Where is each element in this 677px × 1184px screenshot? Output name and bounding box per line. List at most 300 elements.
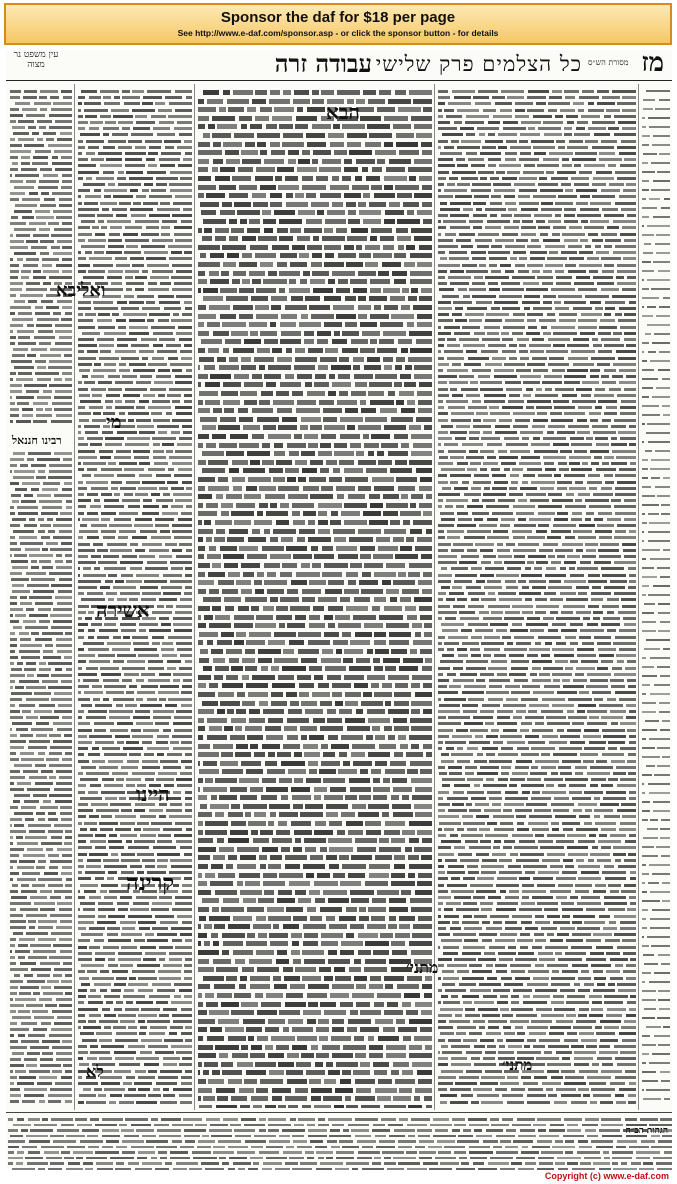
text-word [572, 921, 581, 924]
text-word [408, 1105, 422, 1108]
text-word [586, 908, 605, 911]
text-word [172, 939, 182, 942]
text-word [294, 90, 309, 95]
text-word [203, 133, 210, 138]
text-word [101, 1045, 124, 1048]
text-word [11, 494, 21, 497]
text-word [132, 772, 156, 775]
text-word [158, 109, 172, 112]
text-word [504, 840, 515, 843]
text-word [234, 623, 252, 628]
text-word [620, 747, 636, 750]
text-word [602, 381, 615, 384]
text-word [386, 503, 408, 508]
text-word [374, 305, 381, 310]
text-word [270, 322, 276, 327]
text-word [586, 437, 593, 440]
text-word [369, 1045, 383, 1050]
text-word [174, 834, 192, 837]
text-word [589, 412, 601, 415]
sponsor-banner[interactable] [4, 3, 672, 45]
text-word [560, 567, 566, 570]
text-word [613, 642, 636, 645]
text-word [142, 592, 161, 595]
text-word [307, 142, 326, 147]
text-word [263, 873, 277, 878]
text-word [184, 964, 192, 967]
text-word [152, 437, 176, 440]
text-word [556, 840, 574, 843]
text-word [145, 865, 155, 868]
text-word [233, 271, 246, 276]
text-word [83, 462, 105, 465]
text-word [283, 924, 299, 929]
text-word [499, 419, 511, 422]
text-word [134, 1082, 152, 1085]
text-word [336, 228, 348, 233]
text-word [484, 636, 499, 639]
text-word [384, 425, 405, 430]
text-word [480, 574, 494, 577]
text-word [602, 1063, 613, 1066]
text-word [55, 168, 72, 171]
text-word [78, 877, 91, 880]
text-word [261, 1002, 282, 1007]
text-word [592, 338, 598, 341]
text-word [157, 859, 168, 862]
text-word [487, 518, 499, 521]
text-word [438, 1088, 447, 1091]
text-word [612, 90, 636, 93]
sponsor-title[interactable]: Sponsor the daf for $18 per page [220, 9, 456, 26]
text-word [514, 555, 525, 558]
text-word [266, 787, 289, 792]
text-word [444, 698, 466, 701]
text-word [336, 288, 350, 293]
text-word [473, 96, 490, 99]
text-word [111, 989, 122, 992]
text-word [481, 1101, 503, 1104]
text-word [618, 431, 636, 434]
text-word [438, 443, 441, 446]
text-word [234, 615, 254, 620]
text-word [520, 933, 531, 936]
text-word [562, 822, 580, 825]
text-word [244, 400, 257, 405]
text-word [529, 648, 550, 651]
text-word [438, 264, 460, 267]
text-word [269, 1070, 284, 1075]
text-word [321, 941, 338, 946]
text-word [589, 995, 602, 998]
text-word [80, 133, 99, 136]
text-word [438, 902, 443, 905]
text-word [170, 363, 192, 366]
text-word [35, 638, 53, 641]
text-word [10, 572, 22, 575]
text-word [170, 859, 192, 862]
text-word [509, 673, 525, 676]
text-word [185, 939, 192, 942]
text-word [543, 543, 558, 546]
text-word [320, 907, 342, 912]
text-word [241, 124, 248, 129]
text-word [242, 675, 250, 680]
text-word [505, 152, 517, 155]
text-word [541, 927, 556, 930]
text-word [569, 487, 586, 490]
text-word [309, 623, 325, 628]
text-word [39, 228, 51, 231]
text-word [198, 838, 213, 843]
text-word [224, 597, 241, 602]
text-word [438, 530, 444, 533]
text-word [344, 503, 367, 508]
text-word [507, 642, 514, 645]
text-word [393, 812, 414, 817]
text-word [438, 1076, 456, 1079]
text-word [476, 580, 485, 583]
text-word [260, 185, 276, 190]
text-word [502, 288, 523, 291]
text-word [79, 369, 89, 372]
text-word [593, 933, 611, 936]
text-word [338, 623, 361, 628]
text-word [135, 146, 146, 149]
text-word [302, 950, 324, 955]
text-word [143, 202, 158, 205]
text-word [614, 115, 636, 118]
text-word [553, 753, 577, 756]
text-word [168, 468, 174, 471]
text-word [592, 1063, 599, 1066]
text-word [78, 549, 95, 552]
text-word [81, 933, 103, 936]
text-word [417, 210, 432, 215]
text-word [168, 357, 178, 360]
text-word [538, 512, 555, 515]
text-word [219, 1053, 228, 1058]
text-word [314, 1105, 332, 1108]
text-word [516, 239, 528, 242]
text-word [31, 566, 39, 569]
text-word [10, 114, 23, 117]
text-word [611, 685, 626, 688]
text-word [198, 787, 200, 792]
text-word [450, 1101, 468, 1104]
text-word [576, 859, 584, 862]
text-word [489, 946, 505, 949]
text-word [453, 543, 473, 546]
text-word [485, 319, 503, 322]
text-word [616, 276, 624, 279]
text-word [158, 691, 179, 694]
text-word [505, 580, 516, 583]
text-word [481, 1076, 505, 1079]
text-word [521, 226, 537, 229]
text-word [462, 704, 478, 707]
text-word [383, 511, 398, 516]
text-word [156, 499, 174, 502]
text-word [578, 803, 597, 806]
text-word [495, 425, 510, 428]
text-word [371, 434, 390, 439]
text-word [345, 477, 368, 482]
text-word [78, 1026, 81, 1029]
text-word [557, 431, 575, 434]
text-word [347, 726, 370, 731]
text-word [615, 636, 636, 639]
text-word [513, 549, 535, 552]
text-word [203, 1070, 210, 1075]
text-word [581, 970, 589, 973]
text-word [241, 1002, 259, 1007]
text-word [148, 1070, 157, 1073]
text-word [22, 482, 40, 485]
text-word [148, 406, 171, 409]
text-word [623, 189, 636, 192]
text-word [485, 226, 501, 229]
text-word [20, 464, 28, 467]
text-word [446, 499, 468, 502]
text-word [438, 834, 446, 837]
text-word [292, 391, 303, 396]
text-word [438, 958, 452, 961]
text-word [338, 769, 357, 774]
text-word [601, 375, 609, 378]
text-word [285, 1096, 307, 1101]
text-word [514, 846, 538, 849]
text-word [341, 735, 364, 740]
text-word [126, 741, 139, 744]
text-word [493, 815, 514, 818]
text-word [260, 150, 267, 155]
text-word [78, 580, 101, 583]
text-word [389, 159, 412, 164]
text-word [578, 592, 587, 595]
text-word [531, 1020, 552, 1023]
text-word [462, 642, 479, 645]
text-word [550, 412, 562, 415]
text-word [454, 487, 469, 490]
text-word [334, 451, 354, 456]
text-word [299, 529, 315, 534]
text-word [106, 394, 120, 397]
text-word [519, 840, 535, 843]
text-word [407, 210, 414, 215]
text-word [115, 1039, 138, 1042]
text-word [553, 400, 569, 403]
text-word [558, 295, 582, 298]
text-word [269, 804, 290, 809]
text-word [477, 877, 494, 880]
text-word [397, 219, 420, 224]
text-word [450, 834, 459, 837]
chapter-title: כל הצלמים פרק שלישי [375, 52, 582, 76]
text-word [198, 873, 202, 878]
text-word [512, 605, 533, 608]
text-word [137, 853, 154, 856]
text-word [396, 228, 408, 233]
text-word [31, 348, 47, 351]
text-word [78, 1051, 88, 1054]
text-word [481, 598, 496, 601]
text-word [586, 512, 594, 515]
text-word [10, 620, 19, 623]
text-word [526, 623, 549, 626]
text-word [314, 382, 329, 387]
text-word [525, 927, 539, 930]
text-word [492, 512, 514, 515]
text-word [411, 907, 432, 912]
text-word [470, 989, 491, 992]
text-word [502, 338, 513, 341]
text-word [198, 1036, 203, 1041]
text-word [128, 1088, 135, 1091]
text-word [386, 623, 409, 628]
text-word [602, 753, 624, 756]
text-word [78, 908, 80, 911]
text-word [452, 90, 474, 93]
text-word [468, 871, 479, 874]
text-word [295, 967, 316, 972]
text-word [493, 741, 504, 744]
text-word [576, 586, 589, 589]
text-word [478, 1008, 498, 1011]
text-word [108, 958, 115, 961]
text-word [180, 846, 192, 849]
text-word [141, 1008, 160, 1011]
text-word [213, 744, 233, 749]
text-word [335, 1088, 354, 1093]
text-word [461, 555, 480, 558]
text-word [293, 804, 302, 809]
text-word [94, 363, 101, 366]
text-word [88, 791, 98, 794]
text-word [265, 1045, 274, 1050]
text-word [136, 406, 145, 409]
text-word [78, 406, 85, 409]
text-word [423, 744, 432, 749]
text-word [405, 847, 411, 852]
text-word [308, 984, 329, 989]
text-word [521, 121, 541, 124]
text-word [538, 524, 549, 527]
text-word [157, 735, 170, 738]
text-word [294, 778, 304, 783]
text-word [10, 270, 19, 273]
text-word [18, 138, 33, 141]
text-word [556, 282, 571, 285]
text-word [316, 176, 328, 181]
text-word [519, 877, 530, 880]
text-word [421, 1010, 432, 1015]
text-word [566, 115, 577, 118]
text-word [629, 530, 636, 533]
text-word [542, 791, 566, 794]
text-word [407, 769, 418, 774]
text-word [185, 586, 192, 589]
text-word [438, 803, 450, 806]
text-word [278, 486, 299, 491]
text-word [160, 1070, 183, 1073]
text-word [185, 809, 192, 812]
text-word [341, 941, 363, 946]
text-word [345, 692, 361, 697]
text-word [95, 233, 106, 236]
text-word [398, 486, 415, 491]
text-word [173, 747, 192, 750]
text-word [175, 499, 192, 502]
text-word [377, 1096, 391, 1101]
text-word [466, 456, 483, 459]
text-word [579, 1008, 589, 1011]
text-word [272, 116, 292, 121]
text-word [467, 505, 483, 508]
text-word [545, 264, 563, 267]
text-word [185, 753, 192, 756]
text-word [552, 233, 560, 236]
text-word [198, 228, 202, 233]
text-word [90, 1051, 110, 1054]
text-word [520, 152, 532, 155]
text-word [164, 307, 181, 310]
text-word [107, 543, 128, 546]
text-word [541, 766, 555, 769]
text-word [147, 698, 157, 701]
text-word [629, 896, 636, 899]
text-word [113, 698, 134, 701]
text-word [54, 408, 72, 411]
text-word [440, 1032, 454, 1035]
text-word [489, 760, 512, 763]
text-word [553, 226, 566, 229]
text-word [411, 116, 432, 121]
text-word [624, 239, 636, 242]
text-word [379, 838, 388, 843]
text-word [229, 529, 248, 534]
text-word [591, 1008, 603, 1011]
text-word [273, 924, 279, 929]
text-word [629, 735, 636, 738]
text-word [78, 208, 99, 211]
text-word [325, 666, 346, 671]
text-word [173, 1088, 192, 1091]
text-word [583, 735, 601, 738]
text-word [310, 460, 323, 465]
text-word [409, 460, 432, 465]
text-word [580, 239, 588, 242]
text-word [104, 623, 116, 626]
text-word [615, 493, 636, 496]
text-word [79, 419, 89, 422]
text-word [39, 704, 56, 707]
text-word [142, 481, 165, 484]
text-word [384, 606, 403, 611]
text-word [391, 314, 414, 319]
text-word [60, 132, 72, 135]
text-word [157, 840, 172, 843]
text-word [86, 481, 108, 484]
text-word [533, 877, 552, 880]
sponsor-subtitle[interactable]: See http://www.e-daf.com/sponsor.asp - or click the sponsor button - for details [177, 28, 499, 38]
text-word [444, 908, 453, 911]
text-word [264, 890, 273, 895]
text-word [104, 1026, 111, 1029]
text-word [318, 597, 337, 602]
text-word [513, 220, 520, 223]
text-word [414, 1096, 420, 1101]
